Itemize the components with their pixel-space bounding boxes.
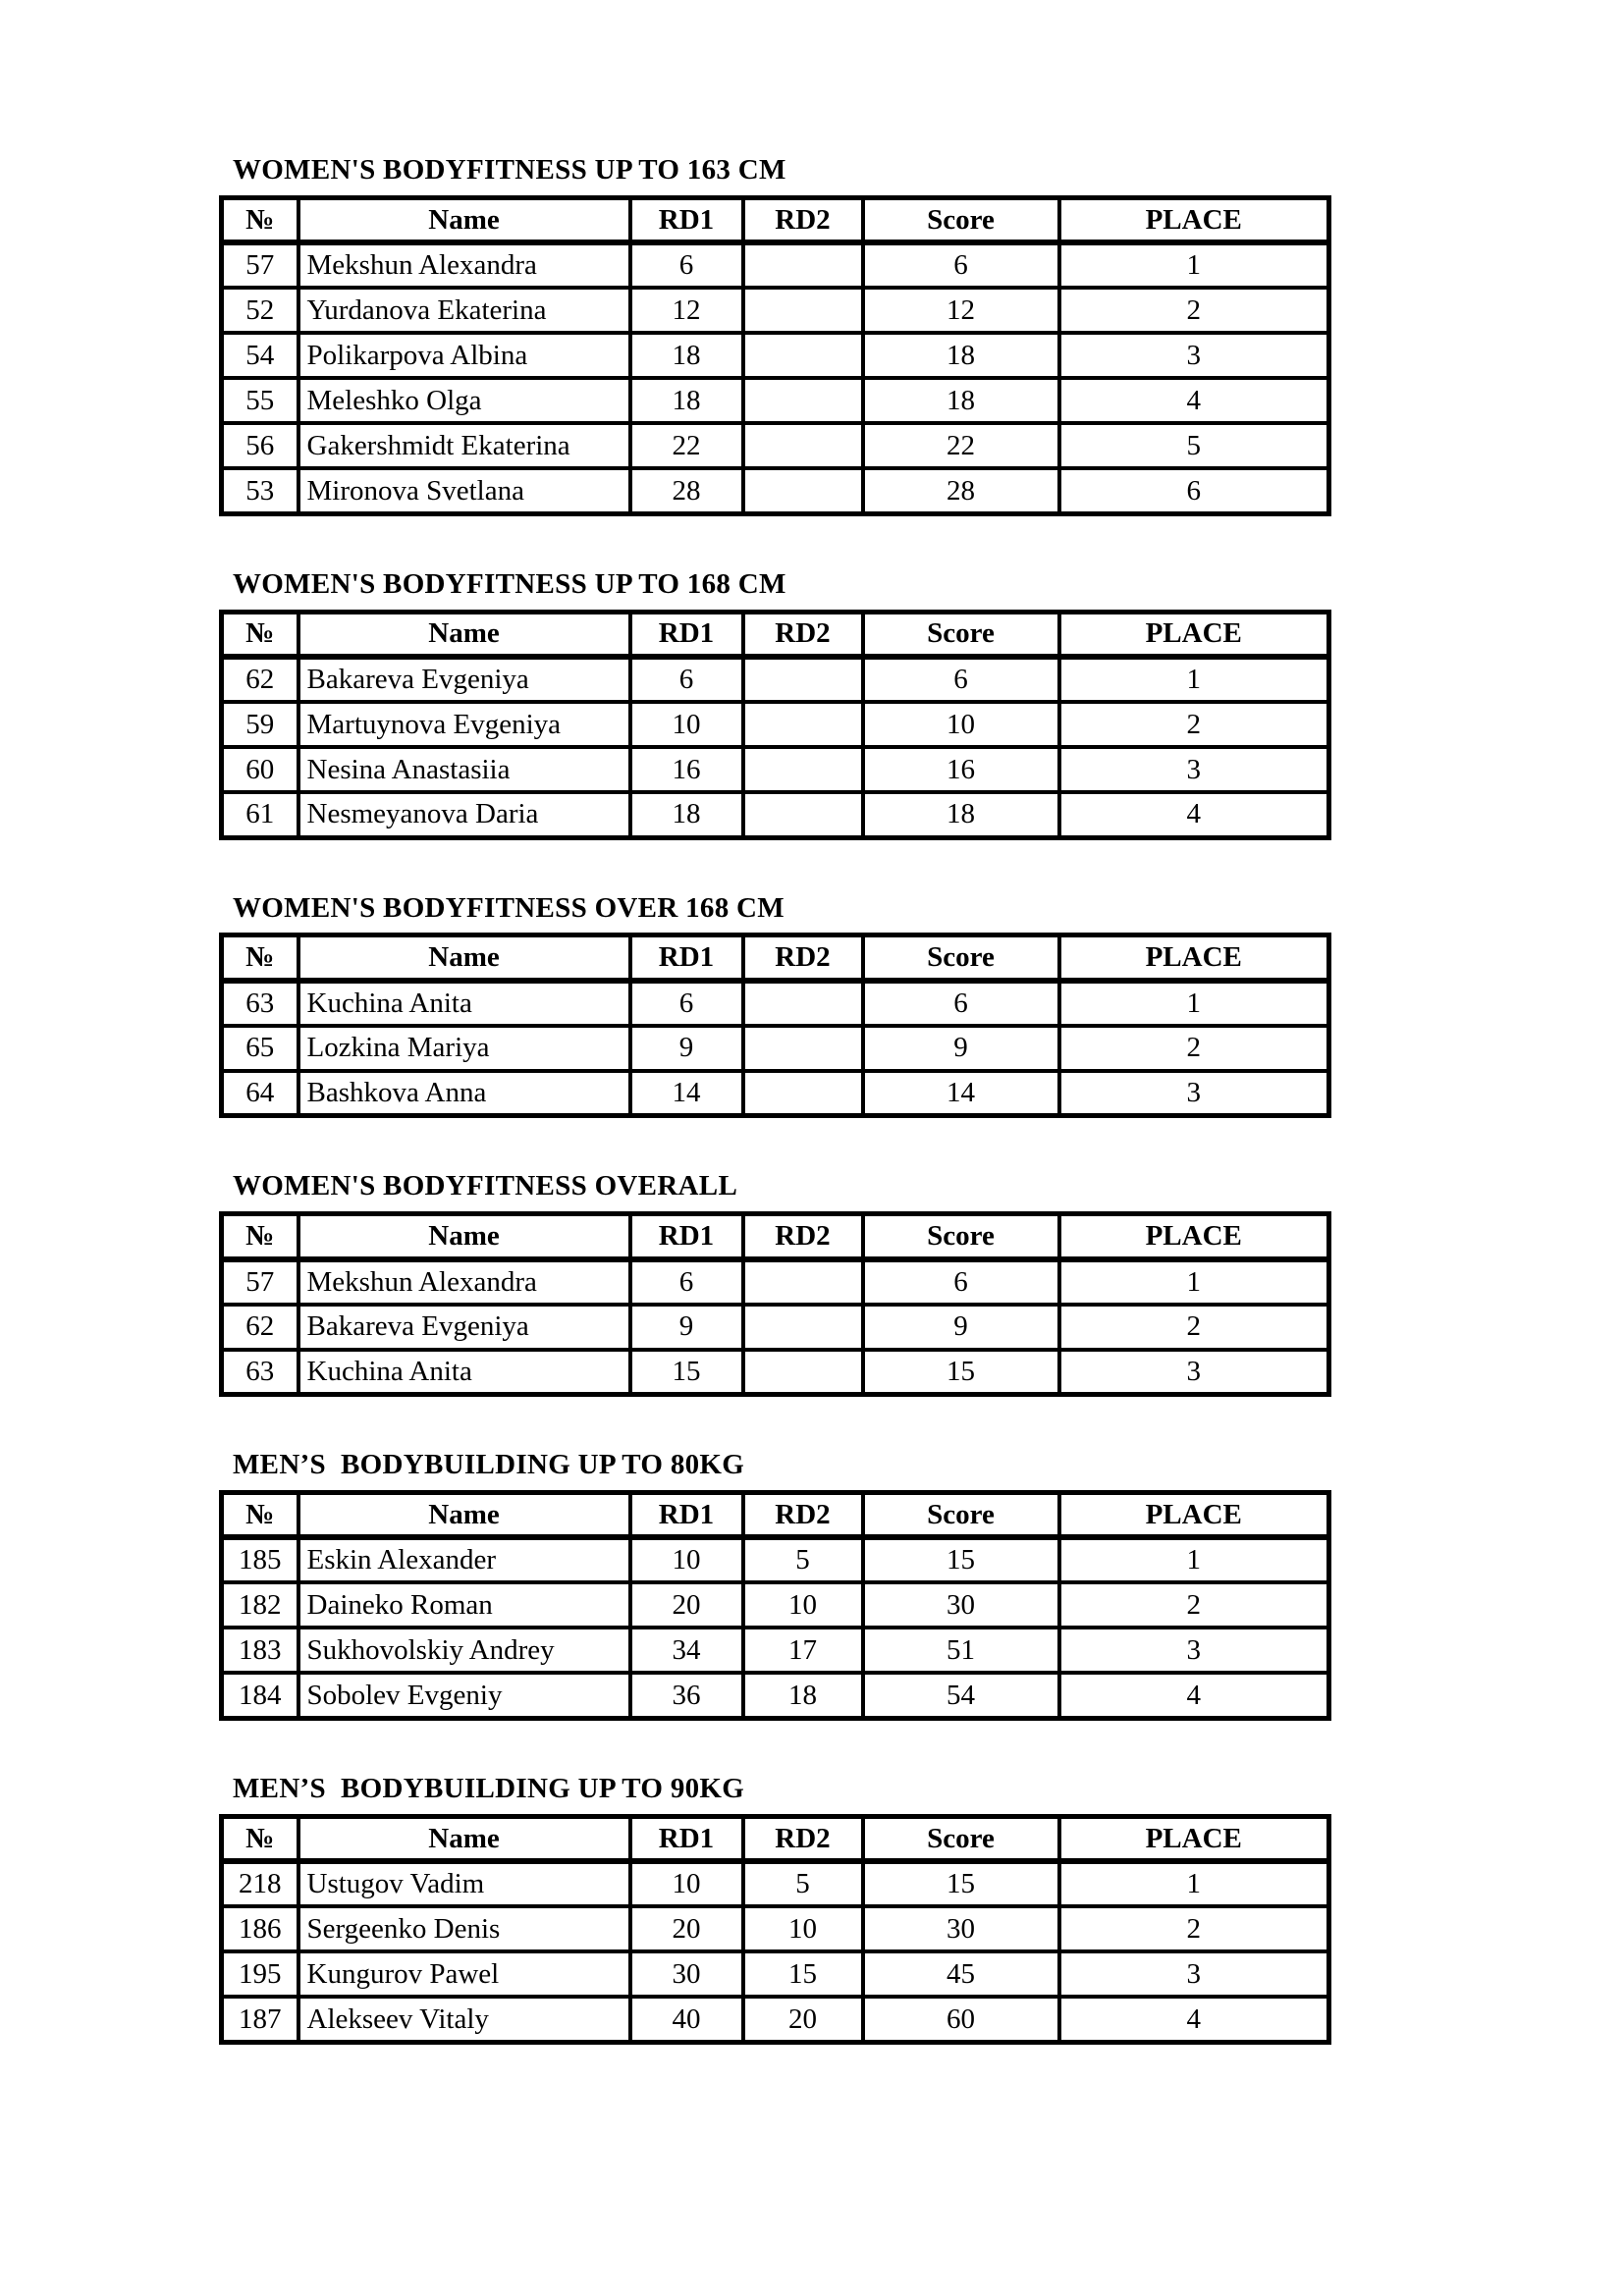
cell-no: 62 (222, 1305, 298, 1350)
table-header-row (222, 612, 1329, 657)
cell-score: 51 (863, 1628, 1059, 1673)
column-header-no: № (222, 1214, 298, 1259)
cell-rd1: 30 (630, 1951, 743, 1997)
cell-place: 5 (1059, 423, 1329, 468)
table-row (222, 468, 1329, 513)
cell-score: 6 (863, 242, 1059, 288)
column-header-place: PLACE (1059, 1816, 1329, 1861)
cell-rd1: 6 (630, 657, 743, 702)
results-section (219, 153, 1326, 516)
cell-name: Sukhovolskiy Andrey (298, 1628, 630, 1673)
cell-rd2 (743, 1350, 863, 1395)
cell-rd1: 14 (630, 1071, 743, 1116)
cell-score: 15 (863, 1537, 1059, 1582)
cell-no: 61 (222, 792, 298, 837)
cell-no: 62 (222, 657, 298, 702)
column-header-score: Score (863, 1816, 1059, 1861)
cell-score: 16 (863, 747, 1059, 792)
cell-rd2 (743, 423, 863, 468)
table-row (222, 657, 1329, 702)
cell-rd2 (743, 747, 863, 792)
section-title: WOMEN'S BODYFITNESS UP TO 168 CM (233, 567, 786, 600)
cell-place: 1 (1059, 981, 1329, 1026)
table-row (222, 1537, 1329, 1582)
cell-score: 54 (863, 1673, 1059, 1718)
results-table (219, 610, 1331, 840)
cell-no: 65 (222, 1026, 298, 1071)
cell-place: 4 (1059, 1997, 1329, 2042)
cell-place: 1 (1059, 242, 1329, 288)
cell-rd2: 17 (743, 1628, 863, 1673)
cell-score: 12 (863, 288, 1059, 333)
cell-place: 4 (1059, 1673, 1329, 1718)
cell-rd1: 9 (630, 1026, 743, 1071)
cell-no: 186 (222, 1906, 298, 1951)
cell-rd1: 34 (630, 1628, 743, 1673)
column-header-name: Name (298, 1816, 630, 1861)
cell-rd2: 10 (743, 1582, 863, 1628)
table-header-row (222, 1816, 1329, 1861)
cell-name: Nesmeyanova Daria (298, 792, 630, 837)
cell-rd1: 10 (630, 702, 743, 747)
cell-name: Kuchina Anita (298, 1350, 630, 1395)
results-table (219, 1814, 1331, 2045)
column-header-no: № (222, 1492, 298, 1537)
cell-place: 2 (1059, 288, 1329, 333)
cell-score: 9 (863, 1305, 1059, 1350)
table-row (222, 1997, 1329, 2042)
cell-rd2 (743, 333, 863, 378)
column-header-rd2: RD2 (743, 1214, 863, 1259)
cell-no: 63 (222, 1350, 298, 1395)
column-header-name: Name (298, 1214, 630, 1259)
table-row (222, 1951, 1329, 1997)
cell-rd2: 10 (743, 1906, 863, 1951)
cell-name: Sobolev Evgeniy (298, 1673, 630, 1718)
cell-name: Eskin Alexander (298, 1537, 630, 1582)
column-header-score: Score (863, 1492, 1059, 1537)
cell-score: 18 (863, 378, 1059, 423)
cell-name: Ustugov Vadim (298, 1861, 630, 1906)
table-row (222, 1906, 1329, 1951)
results-content (219, 153, 1326, 2096)
cell-rd2: 20 (743, 1997, 863, 2042)
table-row (222, 702, 1329, 747)
cell-score: 30 (863, 1906, 1059, 1951)
cell-place: 4 (1059, 792, 1329, 837)
table-row (222, 1259, 1329, 1305)
cell-score: 15 (863, 1350, 1059, 1395)
column-header-place: PLACE (1059, 197, 1329, 242)
cell-no: 56 (222, 423, 298, 468)
results-table (219, 933, 1331, 1118)
cell-rd1: 6 (630, 1259, 743, 1305)
cell-rd2 (743, 1259, 863, 1305)
cell-score: 30 (863, 1582, 1059, 1628)
cell-name: Mekshun Alexandra (298, 1259, 630, 1305)
table-row (222, 1673, 1329, 1718)
column-header-score: Score (863, 197, 1059, 242)
column-header-rd2: RD2 (743, 1492, 863, 1537)
cell-rd1: 18 (630, 792, 743, 837)
column-header-score: Score (863, 612, 1059, 657)
cell-rd1: 40 (630, 1997, 743, 2042)
table-row (222, 1582, 1329, 1628)
cell-name: Meleshko Olga (298, 378, 630, 423)
column-header-rd1: RD1 (630, 612, 743, 657)
cell-rd1: 9 (630, 1305, 743, 1350)
cell-score: 6 (863, 981, 1059, 1026)
cell-score: 9 (863, 1026, 1059, 1071)
cell-no: 182 (222, 1582, 298, 1628)
cell-place: 3 (1059, 1628, 1329, 1673)
cell-rd1: 36 (630, 1673, 743, 1718)
table-row (222, 242, 1329, 288)
cell-rd2: 5 (743, 1537, 863, 1582)
cell-name: Martuynova Evgeniya (298, 702, 630, 747)
cell-place: 2 (1059, 1305, 1329, 1350)
cell-rd1: 16 (630, 747, 743, 792)
column-header-rd2: RD2 (743, 197, 863, 242)
cell-rd1: 22 (630, 423, 743, 468)
table-row (222, 378, 1329, 423)
cell-rd1: 15 (630, 1350, 743, 1395)
cell-rd1: 28 (630, 468, 743, 513)
cell-no: 53 (222, 468, 298, 513)
section-title: WOMEN'S BODYFITNESS OVER 168 CM (233, 891, 785, 924)
column-header-place: PLACE (1059, 1214, 1329, 1259)
cell-name: Nesina Anastasiia (298, 747, 630, 792)
cell-rd2 (743, 1305, 863, 1350)
cell-name: Bakareva Evgeniya (298, 657, 630, 702)
cell-no: 60 (222, 747, 298, 792)
cell-rd2 (743, 1026, 863, 1071)
cell-place: 3 (1059, 333, 1329, 378)
table-row (222, 423, 1329, 468)
column-header-name: Name (298, 1492, 630, 1537)
cell-no: 57 (222, 1259, 298, 1305)
column-header-no: № (222, 197, 298, 242)
results-section (219, 567, 1326, 840)
section-title: MEN’S BODYBUILDING UP TO 80KG (233, 1449, 745, 1481)
cell-place: 2 (1059, 702, 1329, 747)
table-row (222, 333, 1329, 378)
table-header-row (222, 197, 1329, 242)
table-header-row (222, 935, 1329, 981)
cell-no: 184 (222, 1673, 298, 1718)
results-table (219, 1211, 1331, 1397)
cell-name: Lozkina Mariya (298, 1026, 630, 1071)
column-header-place: PLACE (1059, 935, 1329, 981)
cell-rd2 (743, 981, 863, 1026)
cell-place: 2 (1059, 1906, 1329, 1951)
cell-place: 1 (1059, 657, 1329, 702)
cell-rd2 (743, 702, 863, 747)
column-header-rd2: RD2 (743, 612, 863, 657)
cell-name: Gakershmidt Ekaterina (298, 423, 630, 468)
results-section (219, 891, 1326, 1119)
cell-rd2 (743, 242, 863, 288)
cell-rd2 (743, 657, 863, 702)
cell-no: 55 (222, 378, 298, 423)
cell-rd2 (743, 288, 863, 333)
column-header-no: № (222, 935, 298, 981)
column-header-score: Score (863, 1214, 1059, 1259)
cell-score: 45 (863, 1951, 1059, 1997)
cell-name: Polikarpova Albina (298, 333, 630, 378)
table-row (222, 288, 1329, 333)
column-header-no: № (222, 1816, 298, 1861)
cell-score: 10 (863, 702, 1059, 747)
cell-rd2 (743, 792, 863, 837)
cell-name: Daineko Roman (298, 1582, 630, 1628)
cell-name: Bakareva Evgeniya (298, 1305, 630, 1350)
cell-place: 3 (1059, 747, 1329, 792)
table-header-row (222, 1492, 1329, 1537)
cell-no: 63 (222, 981, 298, 1026)
cell-name: Kungurov Pawel (298, 1951, 630, 1997)
table-row (222, 1026, 1329, 1071)
table-row (222, 1350, 1329, 1395)
cell-no: 52 (222, 288, 298, 333)
cell-score: 22 (863, 423, 1059, 468)
table-row (222, 1628, 1329, 1673)
cell-place: 4 (1059, 378, 1329, 423)
column-header-rd1: RD1 (630, 935, 743, 981)
cell-rd2: 18 (743, 1673, 863, 1718)
cell-no: 183 (222, 1628, 298, 1673)
cell-name: Kuchina Anita (298, 981, 630, 1026)
cell-score: 6 (863, 657, 1059, 702)
cell-score: 14 (863, 1071, 1059, 1116)
cell-place: 1 (1059, 1537, 1329, 1582)
cell-score: 60 (863, 1997, 1059, 2042)
column-header-name: Name (298, 612, 630, 657)
results-table (219, 1490, 1331, 1721)
cell-rd2: 5 (743, 1861, 863, 1906)
cell-name: Sergeenko Denis (298, 1906, 630, 1951)
cell-no: 187 (222, 1997, 298, 2042)
cell-no: 54 (222, 333, 298, 378)
table-row (222, 1071, 1329, 1116)
table-row (222, 1861, 1329, 1906)
cell-name: Bashkova Anna (298, 1071, 630, 1116)
cell-name: Yurdanova Ekaterina (298, 288, 630, 333)
cell-rd1: 12 (630, 288, 743, 333)
column-header-name: Name (298, 935, 630, 981)
cell-no: 57 (222, 242, 298, 288)
table-row (222, 792, 1329, 837)
column-header-place: PLACE (1059, 1492, 1329, 1537)
cell-no: 218 (222, 1861, 298, 1906)
cell-score: 28 (863, 468, 1059, 513)
cell-rd1: 20 (630, 1582, 743, 1628)
cell-rd1: 18 (630, 333, 743, 378)
cell-rd2 (743, 468, 863, 513)
table-header-row (222, 1214, 1329, 1259)
section-title: WOMEN'S BODYFITNESS UP TO 163 CM (233, 154, 786, 186)
cell-score: 18 (863, 792, 1059, 837)
cell-rd1: 6 (630, 242, 743, 288)
cell-rd1: 10 (630, 1537, 743, 1582)
column-header-name: Name (298, 197, 630, 242)
cell-rd1: 10 (630, 1861, 743, 1906)
results-table (219, 195, 1331, 516)
cell-rd2 (743, 378, 863, 423)
cell-rd1: 20 (630, 1906, 743, 1951)
column-header-rd1: RD1 (630, 1214, 743, 1259)
cell-no: 64 (222, 1071, 298, 1116)
column-header-rd1: RD1 (630, 197, 743, 242)
cell-place: 3 (1059, 1071, 1329, 1116)
section-title: MEN’S BODYBUILDING UP TO 90KG (233, 1772, 745, 1804)
cell-name: Alekseev Vitaly (298, 1997, 630, 2042)
cell-place: 3 (1059, 1350, 1329, 1395)
cell-place: 1 (1059, 1861, 1329, 1906)
column-header-rd1: RD1 (630, 1492, 743, 1537)
column-header-rd2: RD2 (743, 935, 863, 981)
cell-place: 2 (1059, 1026, 1329, 1071)
section-title: WOMEN'S BODYFITNESS OVERALL (233, 1170, 738, 1202)
table-row (222, 981, 1329, 1026)
cell-rd1: 18 (630, 378, 743, 423)
cell-score: 6 (863, 1259, 1059, 1305)
cell-no: 59 (222, 702, 298, 747)
results-section (219, 1448, 1326, 1721)
results-section (219, 1169, 1326, 1397)
cell-name: Mironova Svetlana (298, 468, 630, 513)
cell-place: 3 (1059, 1951, 1329, 1997)
cell-place: 1 (1059, 1259, 1329, 1305)
table-row (222, 1305, 1329, 1350)
column-header-place: PLACE (1059, 612, 1329, 657)
column-header-no: № (222, 612, 298, 657)
cell-rd2 (743, 1071, 863, 1116)
cell-score: 15 (863, 1861, 1059, 1906)
cell-place: 6 (1059, 468, 1329, 513)
cell-no: 195 (222, 1951, 298, 1997)
cell-place: 2 (1059, 1582, 1329, 1628)
cell-name: Mekshun Alexandra (298, 242, 630, 288)
cell-no: 185 (222, 1537, 298, 1582)
column-header-rd2: RD2 (743, 1816, 863, 1861)
cell-score: 18 (863, 333, 1059, 378)
table-row (222, 747, 1329, 792)
column-header-score: Score (863, 935, 1059, 981)
cell-rd2: 15 (743, 1951, 863, 1997)
cell-rd1: 6 (630, 981, 743, 1026)
results-section (219, 1772, 1326, 2045)
column-header-rd1: RD1 (630, 1816, 743, 1861)
